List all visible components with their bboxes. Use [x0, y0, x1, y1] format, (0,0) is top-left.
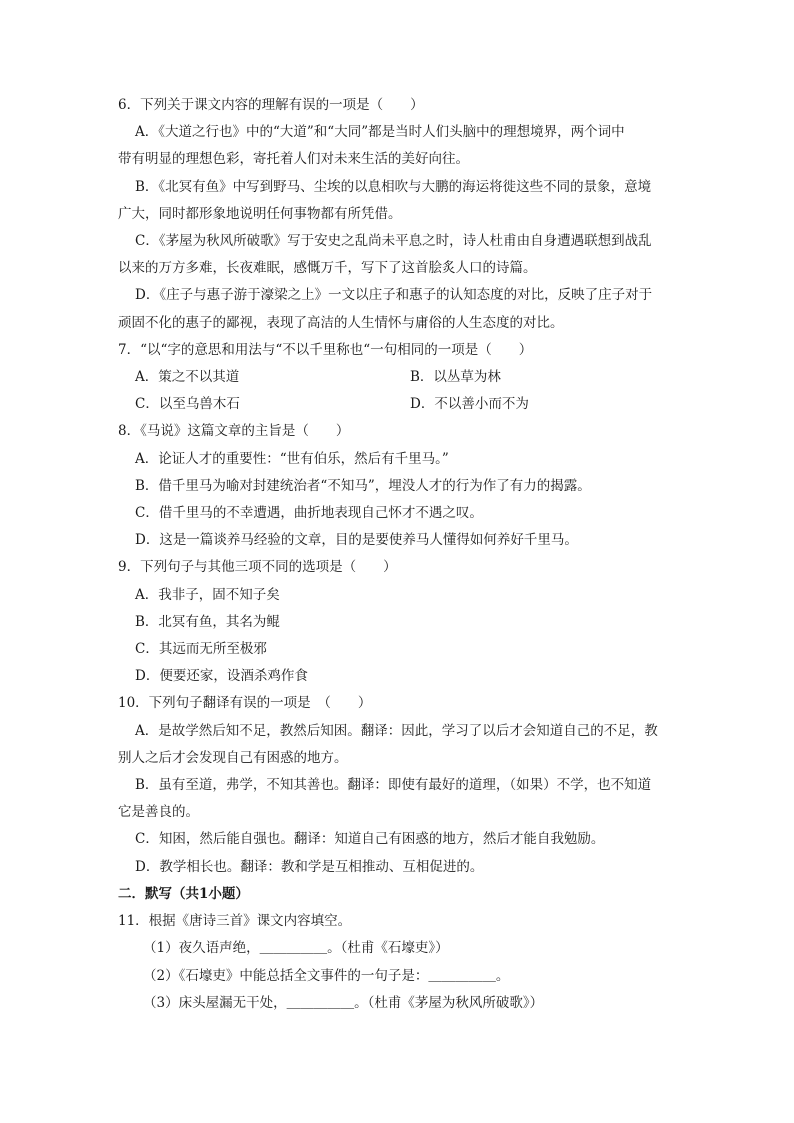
question-7-stem: 7．“以“字的意思和用法与“不以千里称也“一句相同的一项是（ ）	[118, 341, 533, 358]
q9-option-a: A．我非子，固不知子矣	[135, 586, 280, 603]
q10-option-d: D．教学相长也。翻译：教和学是互相推动、互相促进的。	[135, 858, 484, 875]
q9-option-b: B．北冥有鱼，其名为鲲	[135, 613, 280, 630]
q7-option-a: A．策之不以其道	[135, 369, 240, 386]
q6-option-c-line2: 以来的万方多难，长夜难眠，感慨万千，写下了这首脍炙人口的诗篇。	[118, 260, 537, 277]
q6-option-b-line1: B．《北冥有鱼》中写到野马、尘埃的以息相吹与大鹏的海运将徙这些不同的景象，意境	[135, 178, 652, 195]
q9-option-c: C．其远而无所至极邪	[135, 641, 267, 658]
q10-option-c: C．知困，然后能自强也。翻译：知道自己有困惑的地方，然后才能自我勉励。	[135, 831, 605, 848]
q6-option-a-line1: A．《大道之行也》中的“大道”和“大同”都是当时人们头脑中的理想境界，两个词中	[135, 124, 625, 141]
question-11-stem: 11．根据《唐诗三首》课文内容填空。	[118, 913, 352, 930]
question-8-stem: 8．《马说》这篇文章的主旨是（ ）	[118, 423, 350, 440]
question-9-stem: 9．下列句子与其他三项不同的选项是（ ）	[118, 559, 397, 576]
q7-options-row-2	[118, 391, 678, 418]
q6-option-a-line2: 带有明显的理想色彩，寄托着人们对未来生活的美好向往。	[118, 151, 469, 168]
q10-option-b-line1: B．虽有至道，弗学，不知其善也。翻译：即使有最好的道理，（如果）不学，也不知道	[135, 777, 652, 794]
q6-option-b-line2: 广大，同时都形象地说明任何事物都有所凭借。	[118, 205, 402, 222]
q11-item-3: （3）床头屋漏无干处，＿＿＿＿＿。（杜甫《茅屋为秋风所破歌》）	[143, 994, 544, 1011]
q10-option-a-line1: A．是故学然后知不足，教然后知困。翻译：因此，学习了以后才会知道自己的不足，教	[135, 722, 658, 739]
q7-options-row-1	[118, 364, 678, 391]
q10-option-b-line2: 它是善良的。	[118, 804, 199, 821]
q7-option-b: B．以丛草为林	[410, 369, 501, 386]
q7-option-c: C．以至乌兽木石	[135, 396, 240, 413]
q6-option-c-line1: C．《茅屋为秋风所破歌》写于安史之乱尚未平息之时，诗人杜甫由自身遭遇联想到战乱	[135, 233, 652, 250]
q11-item-1: （1）夜久语声绝，＿＿＿＿＿。（杜甫《石壕吏》）	[143, 940, 449, 957]
q6-option-d-line2: 顽固不化的惠子的鄙视，表现了高洁的人生情怀与庸俗的人生态度的对比。	[118, 314, 564, 331]
q8-option-c: C．借千里马的不幸遭遇，曲折地表现自己怀才不遇之叹。	[135, 505, 483, 522]
page-content	[118, 92, 678, 1017]
q11-item-2: （2）《石壕吏》中能总括全文事件的一句子是：＿＿＿＿＿。	[143, 967, 510, 984]
q8-option-a: A．论证人才的重要性：“世有伯乐，然后有千里马。”	[135, 450, 449, 467]
q9-option-d: D．便要还家，设酒杀鸡作食	[135, 668, 308, 685]
q8-option-b: B．借千里马为喻对封建统治者“不知马”，埋没人才的行为作了有力的揭露。	[135, 477, 591, 494]
q8-option-d: D．这是一篇谈养马经验的文章，目的是要使养马人懂得如何养好千里马。	[135, 532, 578, 549]
q7-option-d: D．不以善小而不为	[410, 396, 529, 413]
question-6-stem: 6．下列关于课文内容的理解有误的一项是（ ）	[118, 97, 424, 113]
q6-option-d-line1: D．《庄子与惠子游于濠梁之上》一文以庄子和惠子的认知态度的对比，反映了庄子对于	[135, 287, 653, 304]
q10-option-a-line2: 别人之后才会发现自己有困惑的地方。	[118, 749, 348, 766]
section-heading-dictation: 二．默写（共1小题）	[118, 885, 249, 902]
question-10-stem: 10．下列句子翻译有误的一项是 （ ）	[118, 695, 372, 712]
